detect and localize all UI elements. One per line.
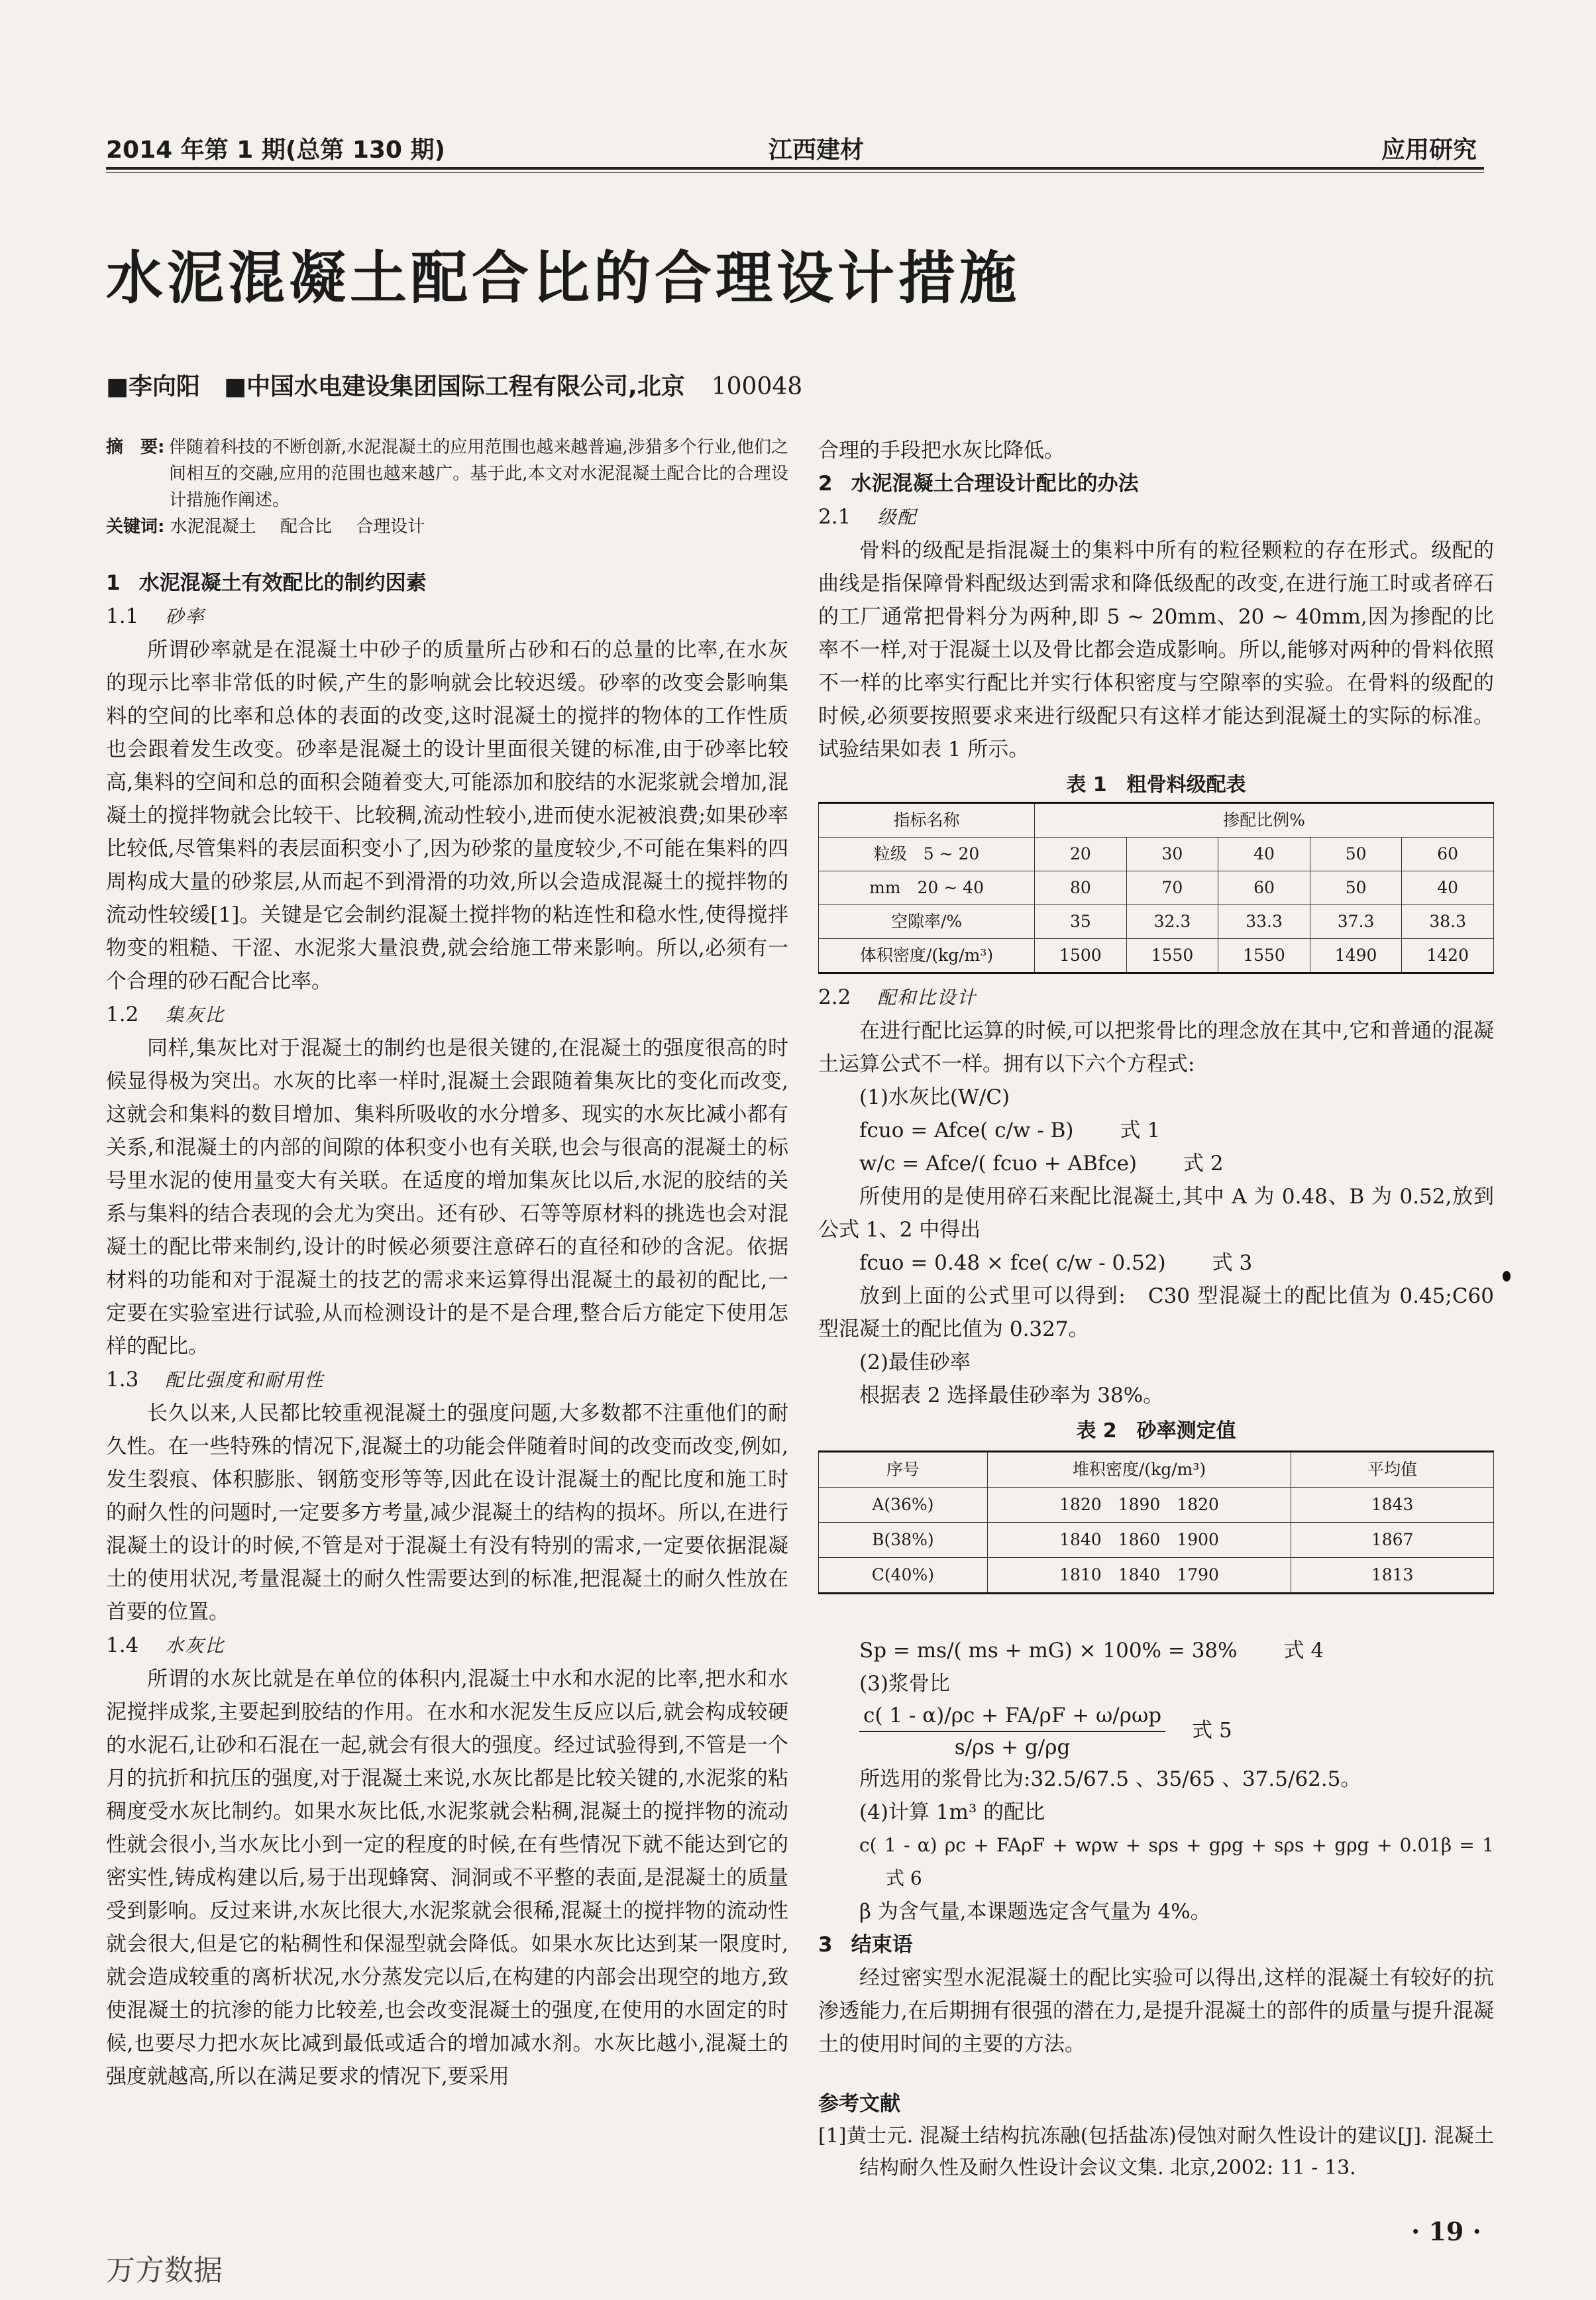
header-rule-thin	[106, 172, 1484, 173]
subsection-number: 1.4	[106, 1633, 139, 1657]
page-number: · 19 ·	[1411, 2217, 1481, 2246]
section-heading	[106, 567, 788, 600]
keywords-label: 关键词:	[106, 517, 165, 537]
table-header-cell: 序号	[819, 1452, 988, 1488]
equation	[818, 1700, 1494, 1763]
table-cell: 60	[1218, 871, 1310, 905]
reference-item: [1]黄士元. 混凝土结构抗冻融(包括盐冻)侵蚀对耐久性设计的建议[J]. 混凝土结构耐久性及耐久性设计会议文集. 北京,2002: 11 - 13.	[818, 2124, 1494, 2179]
table-header-cell: 掺配比例%	[1035, 803, 1494, 838]
author-affiliation: ■中国水电建设集团国际工程有限公司,北京	[224, 373, 685, 400]
author-name: ■李向阳	[106, 373, 201, 400]
abstract-text: 伴随着科技的不断创新,水泥混凝土的应用范围也越来越普遍,涉猎多个行业,他们之间相互的交融,应用的范围也越来越广。基于此,本文对水泥混凝土配合比的合理设计措施作阐述。	[169, 437, 788, 510]
list-item: (3)浆骨比	[859, 1672, 950, 1696]
keywords	[106, 514, 788, 540]
paragraph: 所使用的是使用碎石来配比混凝土,其中 A 为 0.48、B 为 0.52,放到公式 1、2 中得出	[818, 1185, 1494, 1242]
subsection-number: 1.2	[106, 1003, 139, 1026]
table-row	[819, 871, 1494, 905]
author-line	[106, 368, 802, 402]
subsection-heading	[106, 998, 788, 1032]
subsection-title: 集灰比	[165, 1004, 225, 1026]
table-header-row	[819, 1452, 1494, 1488]
references-heading: 参考文献	[818, 2092, 900, 2116]
paragraph: 放到上面的公式里可以得到: C30 型混凝土的配比值为 0.45;C60 型混凝土的配比值为 0.327。	[818, 1284, 1494, 1341]
paragraph: β 为含气量,本课题选定含气量为 4%。	[859, 1900, 1211, 1924]
paragraph: 在进行配比运算的时候,可以把浆骨比的理念放在其中,它和普通的混凝土运算公式不一样。拥有以下六个方程式:	[818, 1019, 1494, 1076]
equation	[818, 1147, 1494, 1180]
table-row	[819, 1523, 1494, 1558]
keyword: 配合比	[280, 517, 332, 537]
equation-body: fcuo = 0.48 × fce( c/w - 0.52)	[859, 1251, 1166, 1275]
equation-body: fcuo = Afce( c/w - B)	[859, 1119, 1074, 1142]
table-cell: 1550	[1126, 939, 1218, 973]
subsection-number: 1.1	[106, 604, 139, 628]
equation	[818, 1246, 1494, 1280]
paragraph: 同样,集灰比对于混凝土的制约也是很关键的,在混凝土的强度很高的时候显得极为突出。水灰的比率一样时,混凝土会跟随着集灰比的变化而改变,这就会和集料的数目增加、集料所吸收的水分增多、现实的水灰比减小都有关系,和混凝土的内部的间隙的体积变小也有关联,也会与很高的混凝土的标号里水泥的使用量变大有关联。在适度的增加集灰比以后,水泥的胶结的关系与集料的结合表现的会尤为突出。还有砂、石等等原材料的挑选也会对混凝土的配比带来制约,设计的时候必须要注意碎石的直径和砂的含泥。依据材料的功能和对于混凝土的技艺的需求来运算得出混凝土的最初的配比,一定要在实验室进行试验,从而检测设计的是不是合理,整合后方能定下使用怎样的配比。	[106, 1036, 788, 1358]
subsection-title: 配和比设计	[877, 987, 977, 1009]
row-label: mm 20 ~ 40	[819, 871, 1035, 905]
fraction-denominator: s/ρs + g/ρg	[954, 1735, 1071, 1759]
equation-body: Sp = ms/( ms + mG) × 100% = 38%	[859, 1639, 1238, 1663]
table-cell: 70	[1126, 871, 1218, 905]
row-label: B(38%)	[819, 1523, 988, 1558]
table-header-cell: 指标名称	[819, 803, 1035, 838]
subsection-title: 砂率	[165, 606, 205, 628]
table-cell: 1843	[1291, 1488, 1494, 1523]
section-number: 2	[818, 472, 833, 496]
table-header-cell: 堆积密度/(kg/m³)	[987, 1452, 1291, 1488]
equation	[818, 1829, 1494, 1895]
paragraph: 所谓砂率就是在混凝土中砂子的质量所占砂和石的总量的比率,在水灰的现示比率非常低的时候,产生的影响就会比较迟缓。砂率的改变会影响集料的空间的比率和总体的表面的改变,这时混凝土的搅拌的物体的工作性质也会跟着发生改变。砂率是混凝土的设计里面很关键的标准,由于砂率比较高,集料的空间和总的面积会随着变大,可能添加和胶结的水泥浆就会增加,混凝土的搅拌物就会比较干、比较稠,流动性较小,进而使水泥被浪费;如果砂率比较低,尽管集料的表层面积变小了,因为砂浆的量度较少,不可能在集料的四周构成大量的砂浆层,从而起不到滑滑的功效,所以会造成混凝土的搅拌物的流动性较缓[1]。关键是它会制约混凝土搅拌物的粘连性和稳水性,使得搅拌物变的粗糙、干涩、水泥浆大量浪费,就会给施工带来影响。所以,必须有一个合理的砂石配合比率。	[106, 638, 788, 993]
table-cell: 40	[1402, 871, 1494, 905]
row-label: 粒级 5 ~ 20	[819, 838, 1035, 871]
table-cell: 1867	[1291, 1523, 1494, 1558]
subsection-title: 配比强度和耐用性	[165, 1369, 325, 1391]
row-label: 体积密度/(kg/m³)	[819, 939, 1035, 973]
table-row	[819, 939, 1494, 973]
subsection-heading	[106, 1629, 788, 1663]
subsection-title: 级配	[877, 506, 918, 528]
subsection-heading	[106, 1363, 788, 1397]
table-row	[819, 1558, 1494, 1594]
table-cell: 1490	[1310, 939, 1402, 973]
table-cell: 80	[1035, 871, 1127, 905]
table-row	[819, 1488, 1494, 1523]
equation-number: 式 3	[1212, 1251, 1253, 1275]
sand-ratio-table	[818, 1451, 1494, 1594]
table-header-cell: 平均值	[1291, 1452, 1494, 1488]
left-column	[106, 434, 788, 2093]
subsection-number: 1.3	[106, 1368, 139, 1392]
section-number: 3	[818, 1933, 833, 1957]
paragraph: 经过密实型水泥混凝土的配比实验可以得出,这样的混凝土有较好的抗渗透能力,在后期拥有很强的潜在力,是提升混凝土的部件的质量与提升混凝土的使用时间的主要的方法。	[818, 1966, 1494, 2056]
table-cell: 1820 1890 1820	[987, 1488, 1291, 1523]
table-cell: 33.3	[1218, 905, 1310, 939]
equation-number: 式 6	[886, 1867, 922, 1889]
section-title: 水泥混凝土合理设计配比的办法	[851, 472, 1139, 496]
table-title: 表 1 粗骨料级配表	[1066, 773, 1246, 796]
gradation-table	[818, 802, 1494, 974]
list-item: (2)最佳砂率	[859, 1350, 971, 1374]
paragraph: 骨料的级配是指混凝土的集料中所有的粒径颗粒的存在形式。级配的曲线是指保障骨料配级达到需求和降低级配的改变,在进行施工时或者碎石的工厂通常把骨料分为两种,即 5 ~ 20mm、20 ~ 40mm,因为掺配的比率不一样,对于混凝土以及骨比都会造成影响。所以,能够对两种的骨料依照不一样的比率实行配比并实行体积密度与空隙率的实验。在骨料的级配的时候,必须要按照要求来进行级配只有这样才能达到混凝土的实际的标准。试验结果如表 1 所示。	[818, 539, 1494, 761]
subsection-heading	[818, 981, 1494, 1014]
equation-number: 式 5	[1192, 1718, 1232, 1743]
list-item: (4)计算 1m³ 的配比	[859, 1800, 1045, 1824]
header-rule	[106, 167, 1484, 170]
section-title: 水泥混凝土有效配比的制约因素	[138, 571, 427, 595]
subsection-number: 2.2	[818, 985, 851, 1009]
abstract	[106, 434, 788, 514]
section-name: 应用研究	[1381, 137, 1477, 164]
subsection-number: 2.1	[818, 505, 851, 529]
table-cell: 30	[1126, 838, 1218, 871]
paragraph: 长久以来,人民都比较重视混凝土的强度问题,大多数都不注重他们的耐久性。在一些特殊的情况下,混凝土的功能会伴随着时间的改变而改变,例如,发生裂痕、体积膨胀、钢筋变形等等,因此在设计混凝土的配比度和施工时的耐久性的问题时,一定要多方考量,减少混凝土的结构的损坏。所以,在进行混凝土的设计的时候,不管是对于混凝土有没有特别的需求,一定要依据混凝土的使用状况,考量混凝土的耐久性需要达到的标准,把混凝土的耐久性放在首要的位置。	[106, 1401, 788, 1624]
right-column	[818, 434, 1494, 2184]
table-cell: 1420	[1402, 939, 1494, 973]
keyword: 合理设计	[356, 517, 425, 537]
fraction	[859, 1700, 1165, 1763]
keyword: 水泥混凝土	[170, 517, 256, 537]
watermark: 万方数据	[106, 2254, 223, 2287]
paragraph: 所选用的浆骨比为:32.5/67.5 、35/65 、37.5/62.5。	[859, 1767, 1361, 1791]
table-cell: 1500	[1035, 939, 1127, 973]
equation-number: 式 1	[1120, 1119, 1161, 1142]
table-cell: 60	[1402, 838, 1494, 871]
table-cell: 32.3	[1126, 905, 1218, 939]
equation-body: c( 1 - α) ρc + FAρF + wρw + sρs + gρg + sρs + gρg + 0.01β = 1	[859, 1834, 1494, 1856]
row-label: A(36%)	[819, 1488, 988, 1523]
section-heading	[818, 467, 1494, 500]
table-cell: 40	[1218, 838, 1310, 871]
article-title: 水泥混凝土配合比的合理设计措施	[106, 245, 1020, 311]
section-number: 1	[106, 571, 121, 595]
row-label: C(40%)	[819, 1558, 988, 1594]
subsection-heading	[818, 500, 1494, 534]
section-title: 结束语	[851, 1933, 913, 1957]
paragraph: 所谓的水灰比就是在单位的体积内,混凝土中水和水泥的比率,把水和水泥搅拌成浆,主要起到胶结的作用。在水和水泥发生反应以后,就会构成较硬的水泥石,让砂和石混在一起,就会有很大的强度。经过试验得到,不管是一个月的抗折和抗压的强度,对于混凝土来说,水灰比都是比较关键的,水泥浆的粘稠度受水灰比制约。如果水灰比低,水泥浆就会粘稠,混凝土的搅拌物的流动性就会很小,当水灰比小到一定的程度的时候,在有些情况下就不能达到它的密实性,铸成构建以后,易于出现蜂窝、洞洞或不平整的表面,是混凝土的质量受到影响。反过来讲,水灰比很大,水泥浆就会很稀,混凝土的搅拌物的流动性就会很大,但是它的粘稠性和保湿型就会降低。如果水灰比达到某一限度时,就会造成较重的离析状况,水分蒸发完以后,在构建的内部会出现空的地方,致使混凝土的抗渗的能力比较差,也会改变混凝土的强度,在使用的水固定的时候,也要尽力把水灰比减到最低或适合的增加减水剂。水灰比越小,混凝土的强度就越高,所以在满足要求的情况下,要采用	[106, 1667, 788, 2089]
paragraph: 合理的手段把水灰比降低。	[818, 439, 1065, 463]
table-cell: 50	[1310, 871, 1402, 905]
table-cell: 1840 1860 1900	[987, 1523, 1291, 1558]
subsection-title: 水灰比	[165, 1635, 225, 1657]
table-cell: 20	[1035, 838, 1127, 871]
table-cell: 1813	[1291, 1558, 1494, 1594]
table-header-row	[819, 803, 1494, 838]
table-cell: 37.3	[1310, 905, 1402, 939]
equation	[818, 1634, 1494, 1667]
table-cell: 50	[1310, 838, 1402, 871]
list-item: (1)水灰比(W/C)	[859, 1085, 1010, 1109]
table-cell: 1810 1840 1790	[987, 1558, 1291, 1594]
equation-number: 式 2	[1183, 1152, 1224, 1176]
table-cell: 35	[1035, 905, 1127, 939]
issue-info: 2014 年第 1 期(总第 130 期)	[106, 137, 445, 164]
table-cell: 1550	[1218, 939, 1310, 973]
postcode: 100048	[711, 373, 803, 400]
abstract-label: 摘 要:	[106, 437, 165, 457]
section-heading	[818, 1928, 1494, 1961]
journal-name: 江西建材	[769, 137, 865, 164]
table-cell: 38.3	[1402, 905, 1494, 939]
subsection-heading	[106, 600, 788, 633]
equation	[818, 1114, 1494, 1147]
table-row	[819, 838, 1494, 871]
paragraph: 根据表 2 选择最佳砂率为 38%。	[859, 1384, 1164, 1407]
equation-number: 式 4	[1283, 1639, 1324, 1663]
fraction-numerator: c( 1 - α)/ρc + FA/ρF + ω/ρωp	[859, 1700, 1165, 1732]
table-title: 表 2 砂率测定值	[1076, 1419, 1236, 1443]
margin-mark	[1503, 1271, 1511, 1282]
row-label: 空隙率/%	[819, 905, 1035, 939]
table-row	[819, 905, 1494, 939]
equation-body: w/c = Afce/( fcuo + ABfce)	[859, 1152, 1138, 1176]
